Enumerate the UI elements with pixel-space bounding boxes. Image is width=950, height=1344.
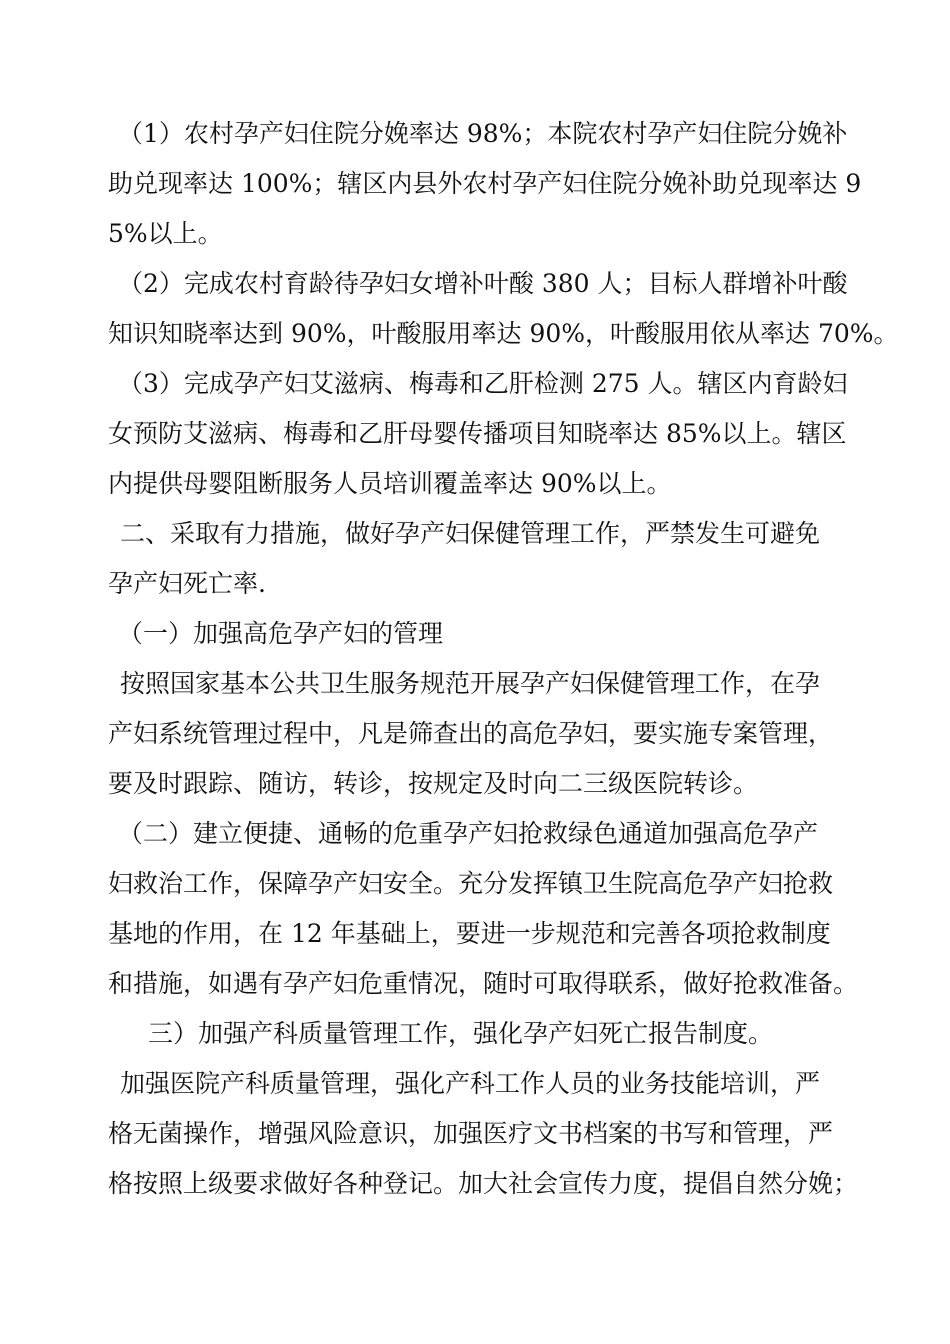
text-line: （二）建立便捷、通畅的危重孕产妇抢救绿色通道加强高危孕产 [118,819,819,848]
text-line: 要及时跟踪、随访，转诊，按规定及时向二三级医院转诊。 [108,769,759,798]
text-line: 格按照上级要求做好各种登记。加大社会宣传力度，提倡自然分娩； [108,1169,859,1198]
text-line: （2）完成农村育龄待孕妇女增补叶酸 380 人；目标人群增补叶酸 [118,269,848,298]
text-line: 妇救治工作，保障孕产妇安全。充分发挥镇卫生院高危孕产妇抢救 [108,869,834,898]
text-line: 助兑现率达 100%；辖区内县外农村孕产妇住院分娩补助兑现率达 9 [108,169,862,198]
text-line: 内提供母婴阻断服务人员培训覆盖率达 90%以上。 [108,469,672,498]
text-line: 产妇系统管理过程中，凡是筛查出的高危孕妇，要实施专案管理， [108,719,834,748]
text-line: 加强医院产科质量管理，强化产科工作人员的业务技能培训，严 [120,1069,821,1098]
text-line: （3）完成孕产妇艾滋病、梅毒和乙肝检测 275 人。辖区内育龄妇 [118,369,848,398]
text-line: 5%以上。 [108,219,223,248]
section-heading: 二、采取有力措施，做好孕产妇保健管理工作，严禁发生可避免 [120,519,821,548]
text-line: 格无菌操作，增强风险意识，加强医疗文书档案的书写和管理，严 [108,1119,834,1148]
text-line: （1）农村孕产妇住院分娩率达 98%；本院农村孕产妇住院分娩补 [118,119,848,148]
section-heading: 孕产妇死亡率. [108,569,266,598]
subsection-heading: （一）加强高危孕产妇的管理 [118,619,444,648]
text-line: 和措施，如遇有孕产妇危重情况，随时可取得联系，做好抢救准备。 [108,969,859,998]
text-line: 知识知晓率达到 90%，叶酸服用率达 90%，叶酸服用依从率达 70%。 [108,319,899,348]
text-line: 女预防艾滋病、梅毒和乙肝母婴传播项目知晓率达 85%以上。辖区 [108,419,847,448]
subsection-heading: 三）加强产科质量管理工作，强化孕产妇死亡报告制度。 [148,1019,774,1048]
text-line: 基地的作用，在 12 年基础上，要进一步规范和完善各项抢救制度 [108,919,831,948]
text-line: 按照国家基本公共卫生服务规范开展孕产妇保健管理工作，在孕 [120,669,821,698]
